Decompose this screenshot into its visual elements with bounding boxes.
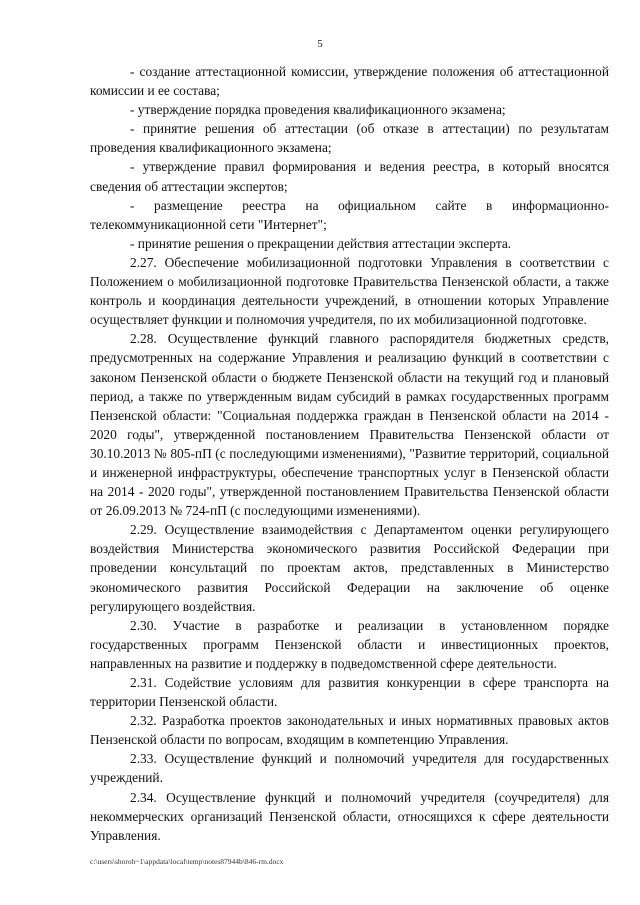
paragraph-registry-rules: - утверждение правил формирования и ведения реестра, в который вносятся сведения об аттестации экспертов; xyxy=(90,159,609,194)
paragraph-2-28: 2.28. Осуществление функций главного распорядителя бюджетных средств, предусмотренных на содержание Управления и реализацию функций в соответствии с законом Пензенской области о бюджете Пензенской области на текущий год и плановый период, а также по утвержденным видам субсидий в рамках государственных программ Пензенской области: "Социальная поддержка граждан в Пензенской области на 2014 - 2020 годы", утвержденной постановлением Правительства Пензенской области от 30.10.2013 № 805-пП (с последующими изменениями), "Развитие территорий, социальной и инженерной инфраструктуры, обеспечение транспортных услуг в Пензенской области на 2014 - 2020 годы", утвержденной постановлением Правительства Пензенской области от 26.09.2013 № 724-пП (с последующими изменениями). xyxy=(90,331,609,519)
paragraph-2-33: 2.33. Осуществление функций и полномочий учредителя для государственных учреждений. xyxy=(90,751,609,786)
paragraph-2-29: 2.29. Осуществление взаимодействия с Департаментом оценки регулирующего воздействия Министерства экономического развития Российской Федерации при проведении консультаций по проектам актов, представленных в Министерство экономического развития Российской Федерации на заключение об оценке регулирующего воздействия. xyxy=(90,522,609,614)
paragraph-registry-publication: - размещение реестра на официальном сайте в информационно-телекоммуникационной сети "Интернет"; xyxy=(90,197,609,232)
paragraph-attestation-termination: - принятие решения о прекращении действия аттестации эксперта. xyxy=(130,235,512,251)
document-body xyxy=(90,62,609,845)
paragraph-2-30: 2.30. Участие в разработке и реализации в установленном порядке государственных программ Пензенской области и инвестиционных проектов, направленных на развитие и поддержку в подведомственной сфере деятельности. xyxy=(90,617,609,671)
paragraph-attestation-commission: - создание аттестационной комиссии, утверждение положения об аттестационной комиссии и ее состава; xyxy=(90,64,609,99)
page-number: 5 xyxy=(317,38,323,50)
paragraph-2-34: 2.34. Осуществление функций и полномочий учредителя (соучредителя) для некоммерческих организаций Пензенской области, относящихся к сфере деятельности Управления. xyxy=(90,789,609,843)
paragraph-2-31: 2.31. Содействие условиям для развития конкуренции в сфере транспорта на территории Пензенской области. xyxy=(90,675,609,710)
paragraph-2-32: 2.32. Разработка проектов законодательных и иных нормативных правовых актов Пензенской области по вопросам, входящим в компетенцию Управления. xyxy=(90,713,609,748)
paragraph-attestation-decision: - принятие решения об аттестации (об отказе в аттестации) по результатам проведения квалификационного экзамена; xyxy=(90,121,609,156)
footer-file-path: c:\users\shoroh~1\appdata\local\temp\notes87944b\846-rm.docx xyxy=(90,857,284,866)
paragraph-2-27: 2.27. Обеспечение мобилизационной подготовки Управления в соответствии с Положением о мобилизационной подготовке Правительства Пензенской области, а также контроль и координация деятельности учреждений, в отношении которых Управление осуществляет функции и полномочия учредителя, по их мобилизационной подготовке. xyxy=(90,254,609,328)
paragraph-exam-procedure: - утверждение порядка проведения квалификационного экзамена; xyxy=(130,102,506,118)
